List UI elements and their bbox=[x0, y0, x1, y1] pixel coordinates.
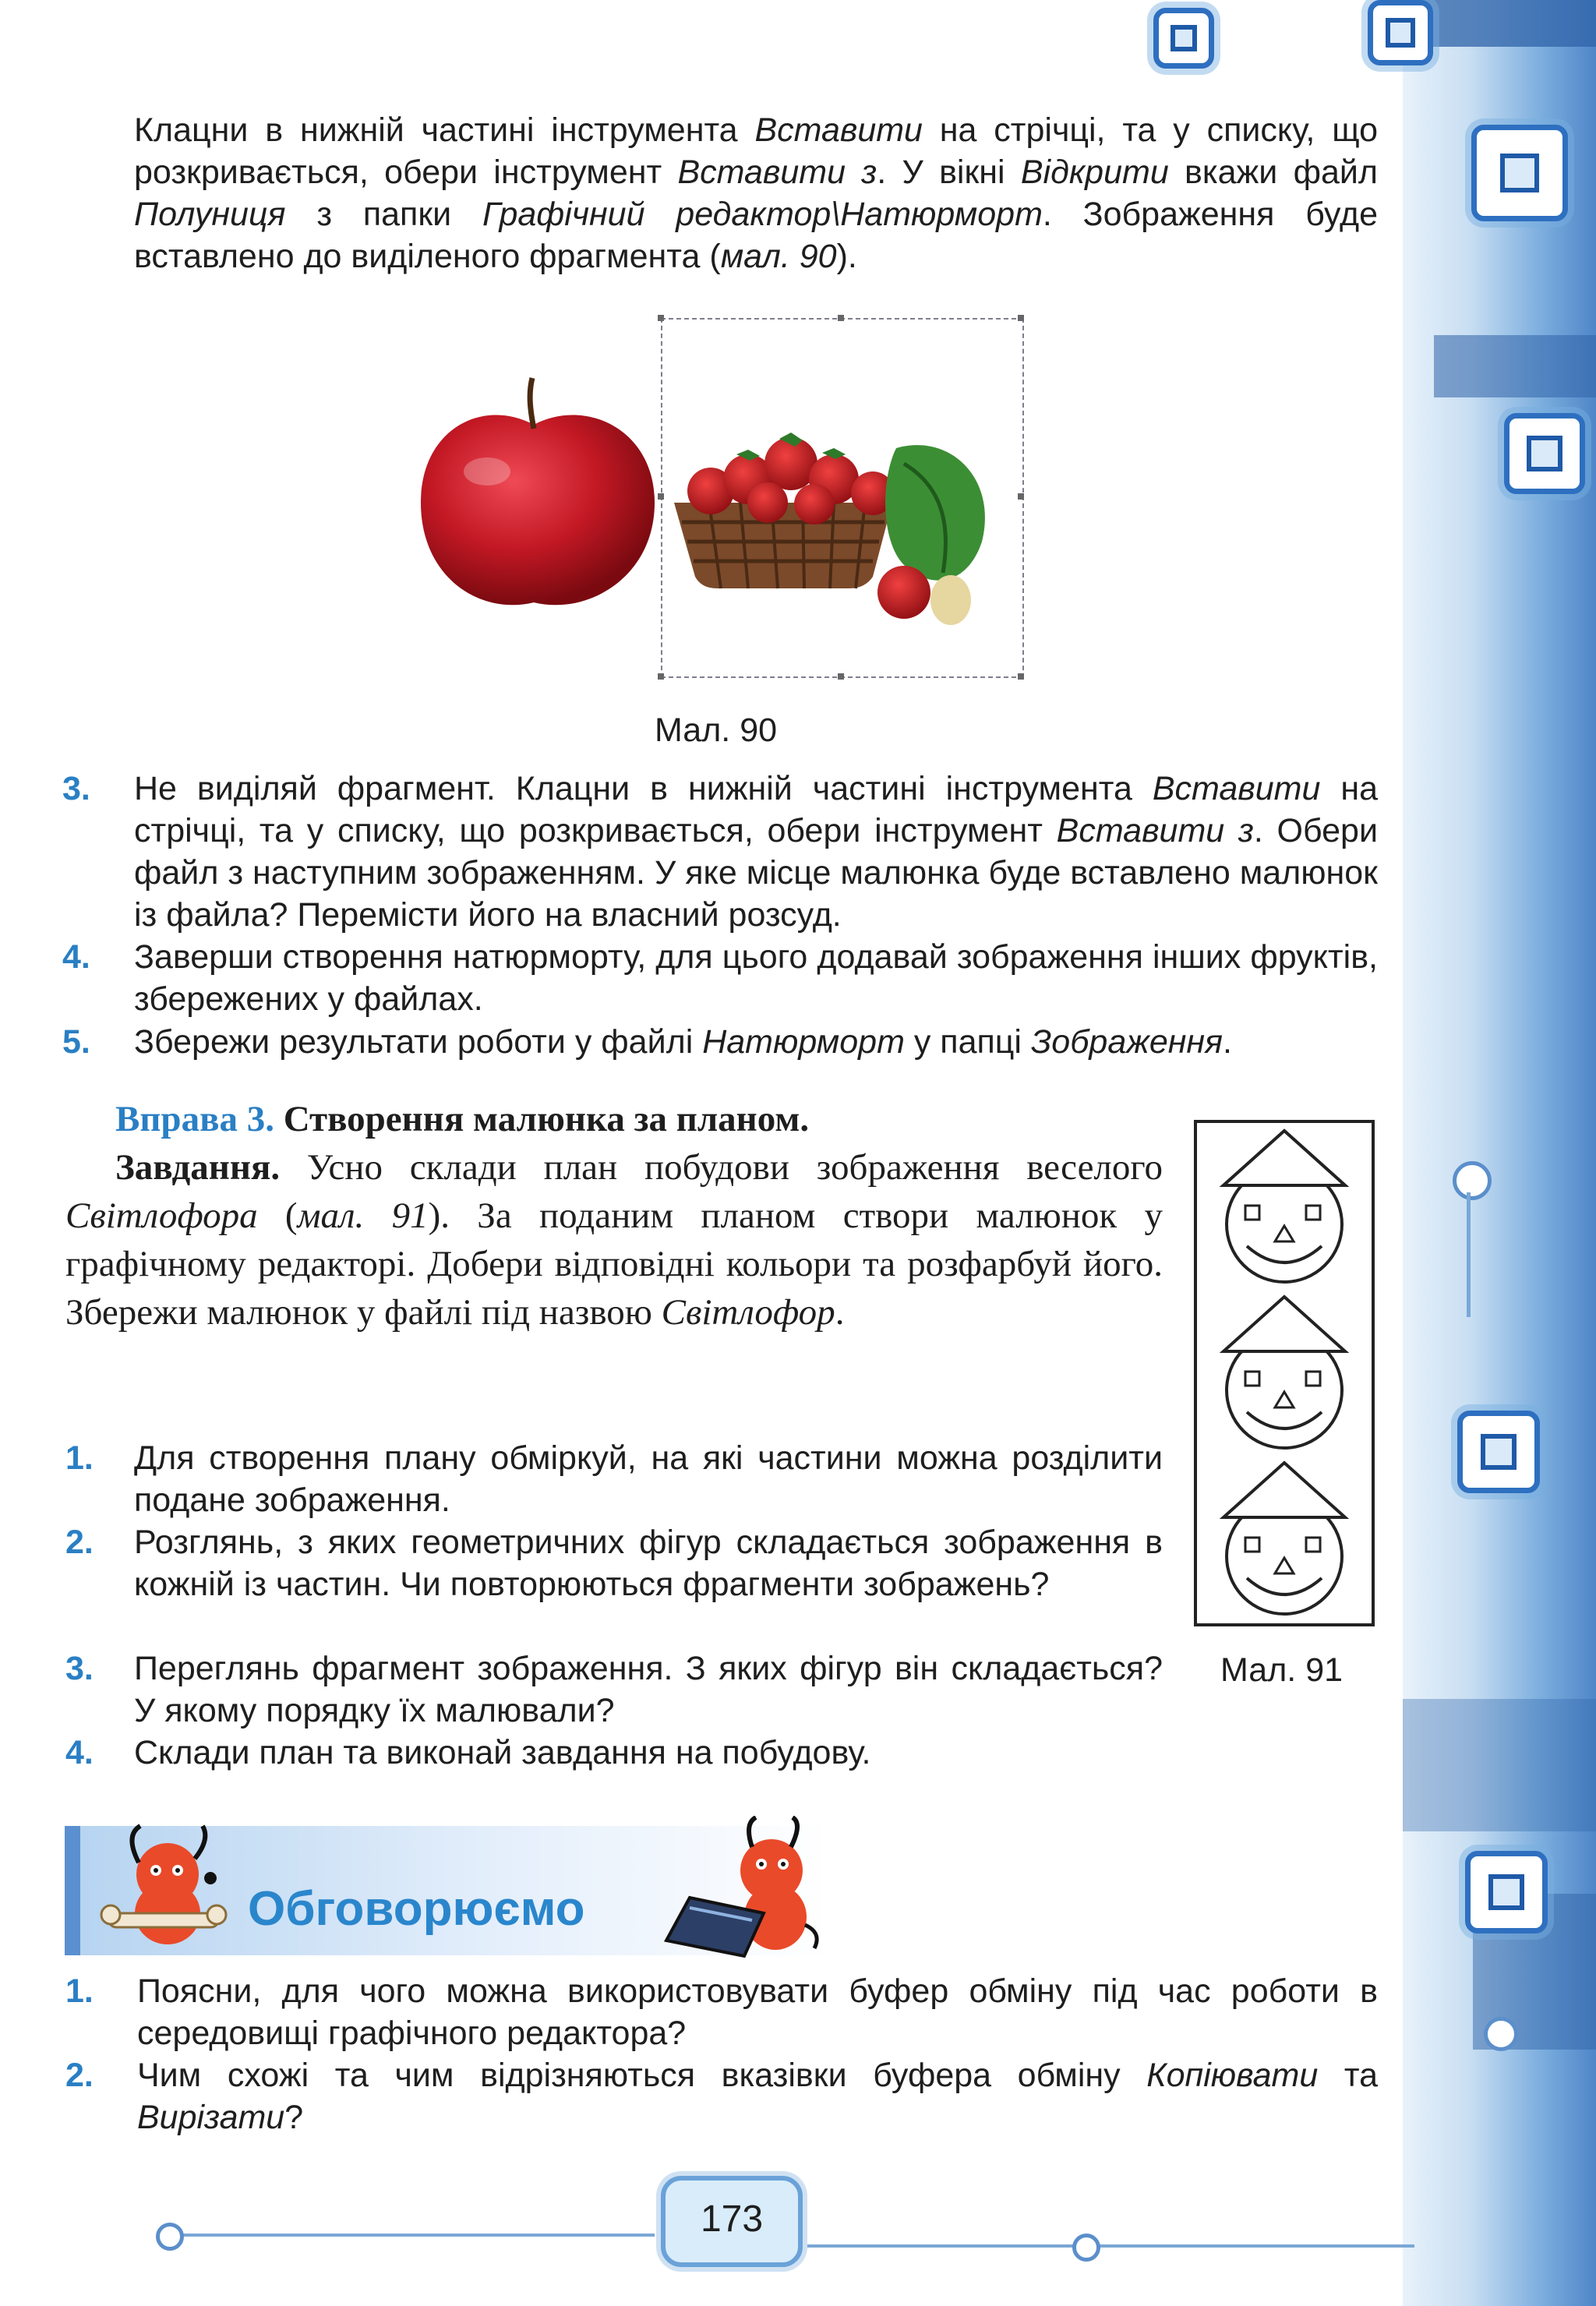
page-number: 173 bbox=[700, 2198, 764, 2240]
step-a-5-italic-2: Зображення bbox=[1030, 1023, 1223, 1061]
discuss-item-1-text: Поясни, для чого можна використовувати буфер обміну під час роботи в середовищі графічного редактора? bbox=[137, 1972, 1378, 2052]
exercise-italic-2: мал. 91 bbox=[297, 1195, 429, 1236]
decor-circle-1 bbox=[1453, 1161, 1492, 1200]
discuss-item-2-text-1: Чим схожі та чим відрізняються вказівки буфера обміну bbox=[137, 2057, 1147, 2094]
intro-text-7: ). bbox=[836, 238, 857, 275]
selection-handle bbox=[838, 315, 844, 321]
decor-circle-4 bbox=[1072, 2234, 1100, 2262]
intro-paragraph bbox=[134, 109, 1378, 277]
discuss-item-2-text-3: ? bbox=[284, 2099, 304, 2136]
intro-italic-4: Полуниця bbox=[134, 196, 286, 233]
decor-square-5 bbox=[1153, 8, 1214, 69]
intro-text-5: з папки bbox=[285, 196, 482, 233]
step-b-number: 1. bbox=[65, 1439, 94, 1477]
decor-square-3 bbox=[1457, 1411, 1540, 1493]
step-b-number: 4. bbox=[65, 1734, 94, 1771]
step-a-5-text-3: . bbox=[1223, 1023, 1232, 1061]
step-a-3-text-3: . Обери файл з наступним зображенням. У яке місце малюнка буде вставлено малюнок із файла? Перемісти його на власний розсуд. bbox=[134, 812, 1378, 934]
discuss-item-2-italic-2: Вирізати bbox=[137, 2099, 285, 2136]
intro-text-2: на стрічці, та у списку, що розкривається, обери інструмент bbox=[134, 111, 1379, 191]
selection-frame bbox=[661, 318, 1024, 678]
intro-text-6: . Зображення буде вставлено до виділеного фрагмента ( bbox=[134, 196, 1379, 275]
banner-edge bbox=[65, 1826, 80, 1955]
decor-square-1 bbox=[1471, 125, 1568, 221]
intro-text-3: . У вікні bbox=[877, 154, 1021, 191]
dog-with-tablet-icon bbox=[659, 1816, 830, 1960]
selection-handle bbox=[1018, 493, 1024, 500]
intro-italic-6: мал. 90 bbox=[720, 238, 837, 275]
step-b-number: 3. bbox=[65, 1650, 94, 1687]
decor-line-2 bbox=[164, 2234, 655, 2237]
decor-square-6 bbox=[1368, 0, 1433, 65]
selection-handle bbox=[838, 673, 844, 680]
exercise-text-4: . bbox=[835, 1292, 845, 1333]
discuss-number: 1. bbox=[65, 1972, 94, 2010]
intro-italic-3: Відкрити bbox=[1020, 154, 1169, 191]
intro-text-4: вкажи файл bbox=[1168, 154, 1378, 191]
apple-image bbox=[421, 378, 655, 605]
step-a-4-text bbox=[134, 936, 1378, 1020]
figure-90-caption: Мал. 90 bbox=[655, 712, 778, 749]
intro-italic-2: Вставити з bbox=[677, 154, 877, 191]
exercise-text-1: Усно склади план побудови зображення веселого bbox=[280, 1147, 1163, 1188]
step-a-5-text-2: у папці bbox=[904, 1023, 1031, 1061]
exercise-label: Вправа 3. bbox=[115, 1099, 274, 1139]
figure-91-caption: Мал. 91 bbox=[1220, 1651, 1344, 1689]
selection-handle bbox=[658, 673, 664, 680]
intro-italic-5: Графічний редактор\Натюрморт bbox=[482, 196, 1043, 233]
exercise-task-paragraph bbox=[65, 1143, 1163, 1337]
selection-handle bbox=[1018, 673, 1024, 680]
exercise-italic-3: Світлофор bbox=[661, 1292, 835, 1333]
discussion-title: Обговорюємо bbox=[248, 1882, 585, 1936]
exercise-task-label: Завдання. bbox=[115, 1147, 281, 1188]
decorative-side-band bbox=[1403, 0, 1596, 2306]
selection-handle bbox=[658, 493, 664, 500]
intro-italic-1: Вставити bbox=[754, 111, 923, 149]
decor-circle-3 bbox=[156, 2223, 184, 2251]
step-b-1-text: Для створення плану обміркуй, на які частини можна розділити подане зображення. bbox=[134, 1439, 1163, 1519]
exercise-text-3: ). За поданим планом створи малюнок у графічному редакторі. Добери відповідні кольори та розфарбуй його. Збережи малюнок у файлі під назвою bbox=[65, 1195, 1163, 1333]
face-top bbox=[1223, 1131, 1345, 1282]
selection-handle bbox=[658, 315, 664, 321]
step-b-4-text: Склади план та виконай завдання на побудову. bbox=[134, 1734, 871, 1771]
discuss-number: 2. bbox=[65, 2057, 94, 2094]
step-a-3-text bbox=[134, 768, 1378, 936]
step-a-3-text-1: Не виділяй фрагмент. Клацни в нижній частині інструмента bbox=[134, 770, 1153, 807]
decor-square-2 bbox=[1504, 413, 1585, 494]
step-a-3-italic-1: Вставити bbox=[1152, 770, 1321, 807]
step-a-3-italic-2: Вставити з bbox=[1056, 812, 1254, 849]
intro-text-1: Клацни в нижній частині інструмента bbox=[134, 111, 755, 149]
face-middle bbox=[1223, 1297, 1345, 1448]
step-a-number: 5. bbox=[62, 1023, 90, 1061]
step-b-number: 2. bbox=[65, 1524, 94, 1561]
discuss-item-2-italic-1: Копіювати bbox=[1146, 2057, 1319, 2094]
step-a-4-text-1: Заверши створення натюрморту, для цього додавай зображення інших фруктів, збережених у файлах. bbox=[134, 938, 1378, 1018]
step-b-3-text: Переглянь фрагмент зображення. З яких фігур він складається? У якому порядку їх малювали? bbox=[134, 1650, 1163, 1729]
step-a-5-italic-1: Натюрморт bbox=[702, 1023, 905, 1061]
traffic-light-drawing bbox=[1197, 1123, 1372, 1623]
exercise-title: Створення малюнка за планом. bbox=[283, 1099, 810, 1139]
decor-square-4 bbox=[1465, 1851, 1548, 1933]
dog-with-bone-icon bbox=[94, 1820, 234, 1960]
step-a-3-text-2: на стрічці, та у списку, що розкривається, обери інструмент bbox=[134, 770, 1379, 849]
decor-line-3 bbox=[799, 2244, 1414, 2248]
step-a-number: 4. bbox=[62, 938, 90, 976]
step-a-number: 3. bbox=[62, 770, 90, 807]
step-b-2-text: Розглянь, з яких геометричних фігур складається зображення в кожній із частин. Чи повторюються фрагменти зображень? bbox=[134, 1524, 1163, 1603]
discuss-item-2-text bbox=[137, 2054, 1378, 2138]
discuss-item-2-text-2: та bbox=[1318, 2057, 1379, 2094]
step-a-5-text-1: Збережи результати роботи у файлі bbox=[134, 1023, 703, 1061]
step-a-5-text bbox=[134, 1021, 1378, 1063]
face-bottom bbox=[1223, 1463, 1345, 1614]
decor-line-1 bbox=[1467, 1192, 1471, 1317]
exercise-text-2: ( bbox=[257, 1195, 298, 1236]
decor-circle-2 bbox=[1484, 2017, 1518, 2051]
exercise-italic-1: Світлофора bbox=[65, 1195, 258, 1236]
selection-handle bbox=[1018, 315, 1024, 321]
figure-91-traffic-light bbox=[1194, 1120, 1375, 1626]
exercise-heading bbox=[115, 1095, 809, 1143]
